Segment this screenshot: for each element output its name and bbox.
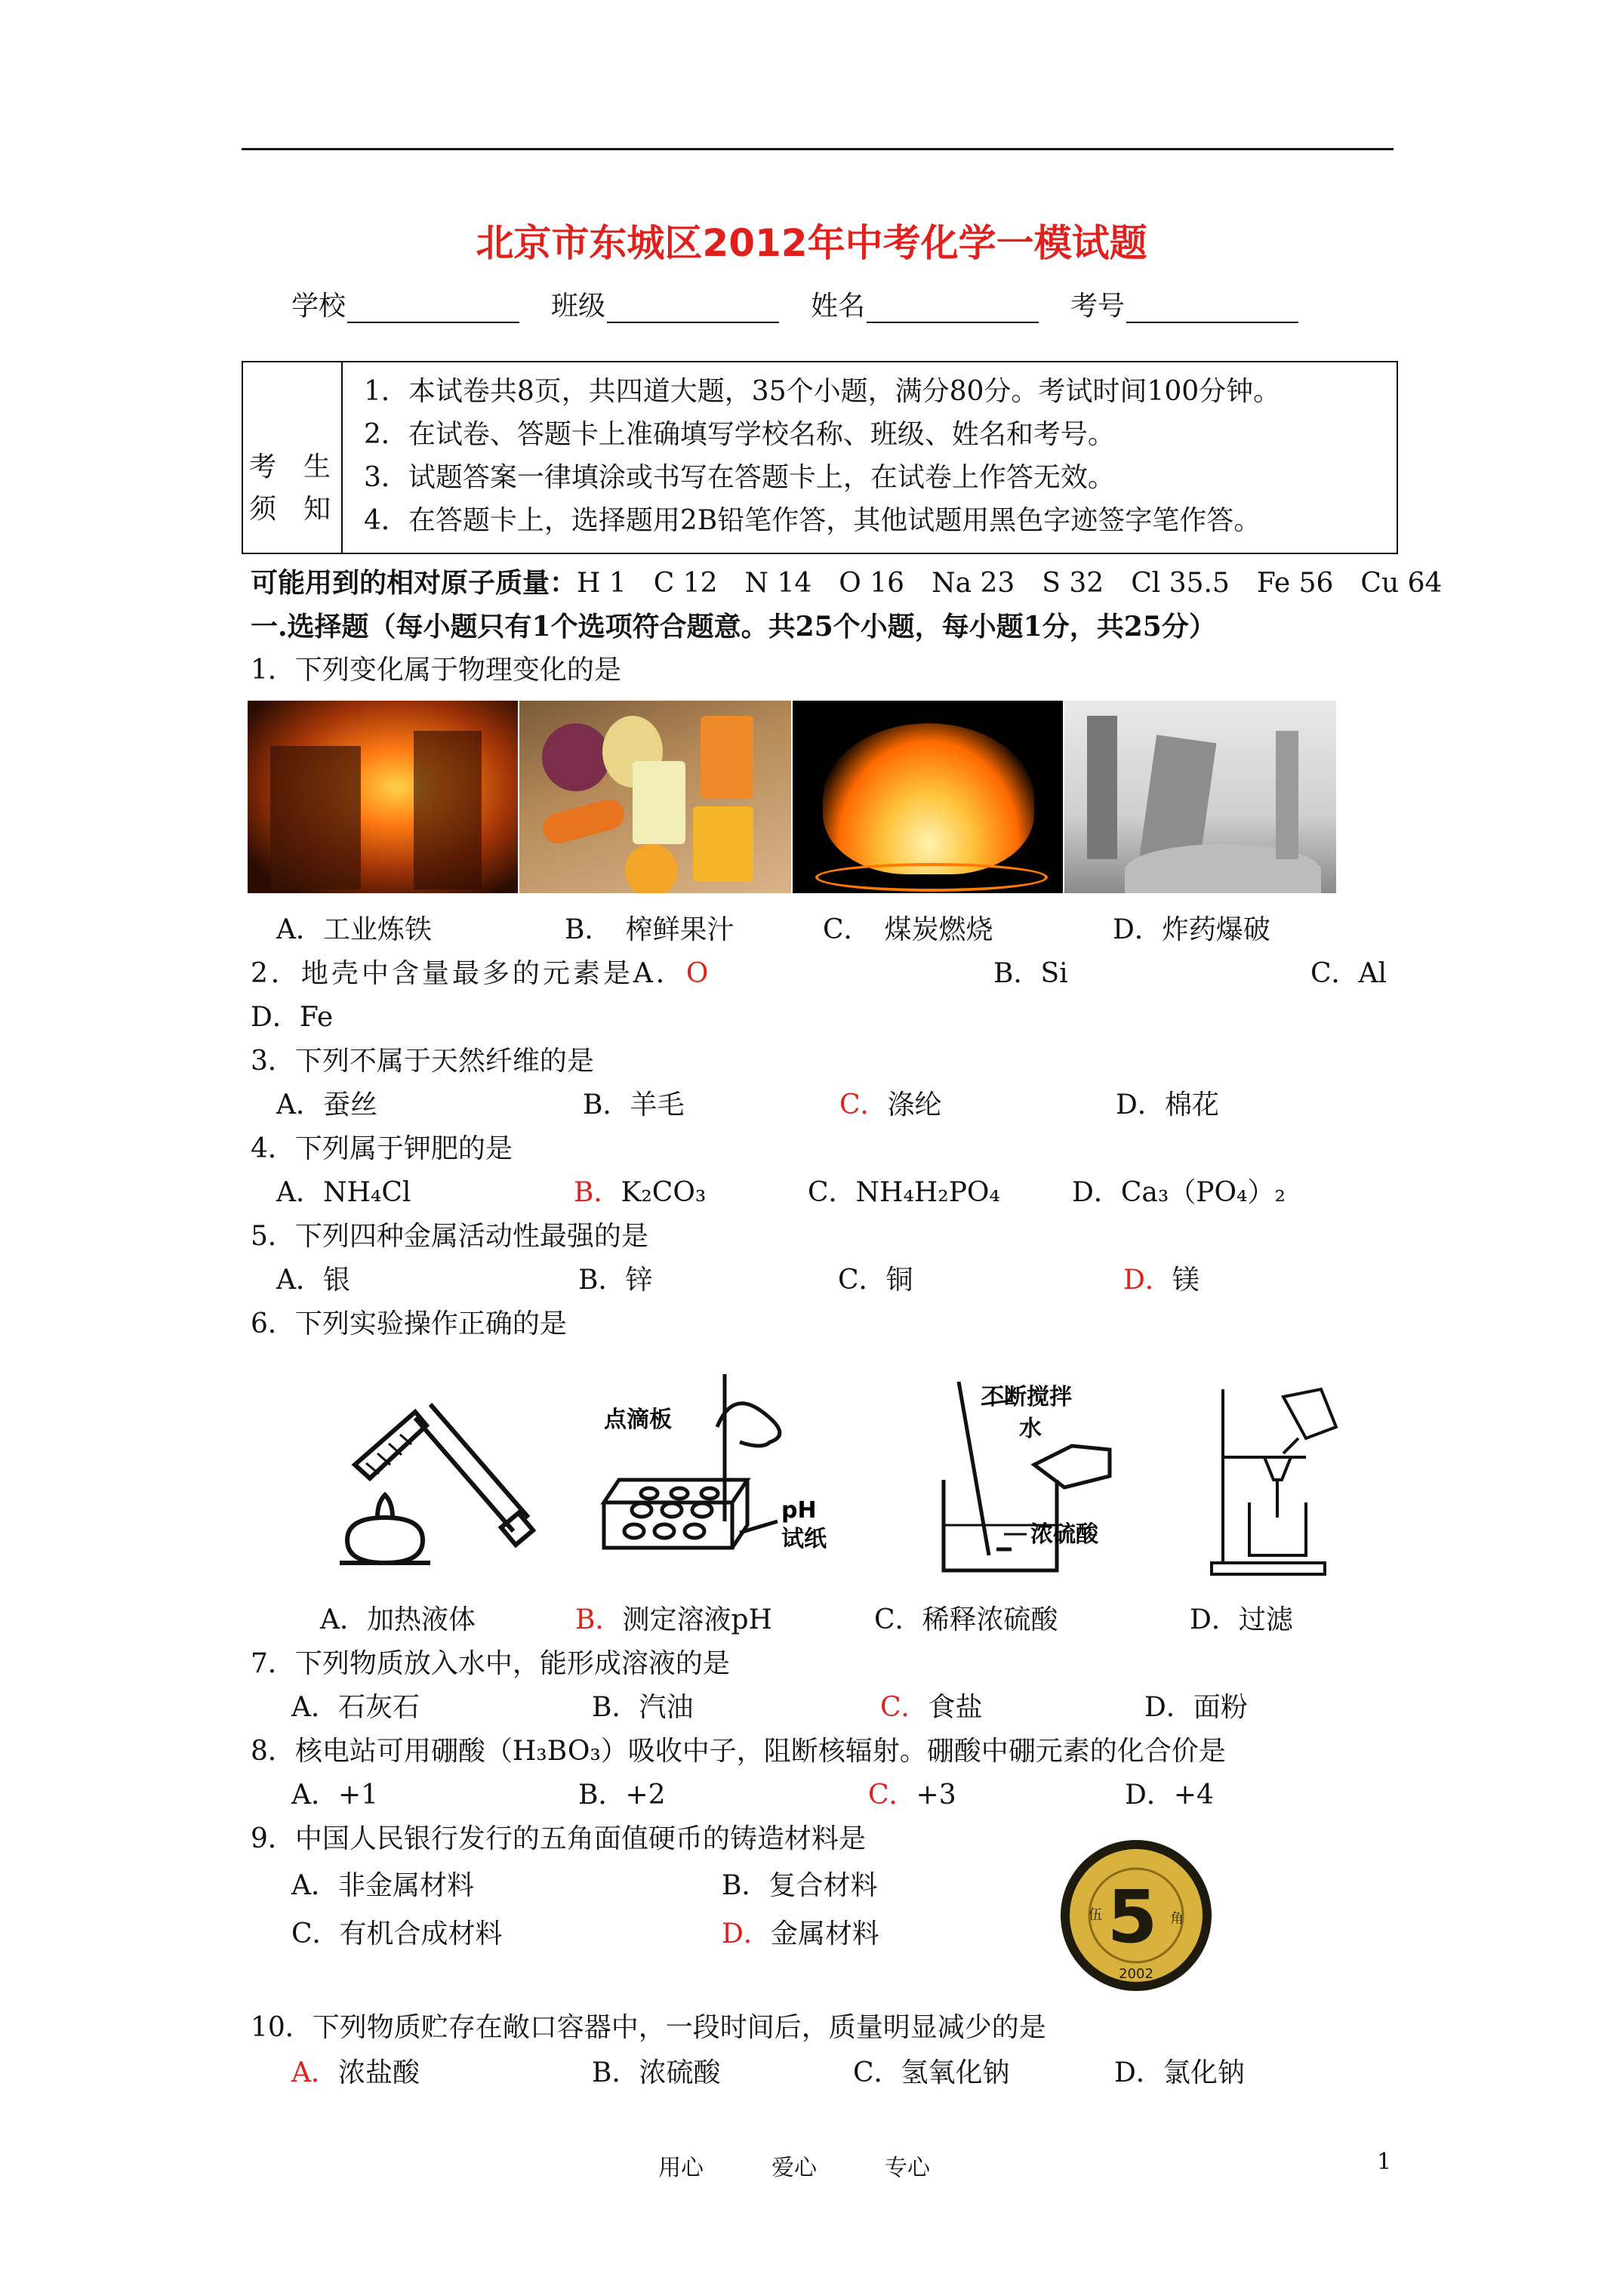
q8-option-c: C．+3 — [868, 1780, 956, 1811]
q10-option-d: D．氯化钠 — [1114, 2057, 1245, 2088]
question-10-stem: 10．下列物质贮存在敞口容器中，一段时间后，质量明显减少的是 — [251, 2012, 1046, 2043]
notice-item: 3．试题答案一律填涂或书写在答题卡上，在试卷上作答无效。 — [364, 462, 1115, 493]
question-3-stem: 3．下列不属于天然纤维的是 — [251, 1046, 594, 1077]
q1-option-b: B． 榨鲜果汁 — [565, 914, 735, 945]
label-water: 水 — [1019, 1416, 1042, 1442]
q5-option-c: C．铜 — [838, 1265, 913, 1296]
photo-demolition — [1064, 701, 1336, 893]
notice-items — [364, 370, 1280, 542]
q3-option-a: A．蚕丝 — [276, 1089, 377, 1120]
photo-coal-burning — [793, 701, 1063, 893]
notice-item: 4．在答题卡上，选择题用2B铅笔作答，其他试题用黑色字迹签字笔作答。 — [364, 505, 1261, 536]
field-number: 考号 — [1070, 290, 1298, 323]
label-conc-acid: 浓硫酸 — [1030, 1521, 1098, 1548]
q1-option-a: A．工业炼铁 — [276, 914, 432, 945]
q9-option-c: C．有机合成材料 — [291, 1918, 503, 1949]
q3-option-b: B．羊毛 — [583, 1089, 685, 1120]
q6-option-b: B．测定溶液pH — [575, 1604, 772, 1635]
coin-unit-1: 伍 — [1089, 1907, 1102, 1923]
q1-option-c: C． 煤炭燃烧 — [823, 914, 993, 945]
label-stir: 不断搅拌 — [981, 1384, 1072, 1410]
question-2-stem: 2．地壳中含量最多的元素是A．O — [251, 958, 712, 989]
q7-option-d: D．面粉 — [1144, 1692, 1248, 1723]
question-6-stem: 6．下列实验操作正确的是 — [251, 1308, 567, 1339]
q4-option-c: C．NH₄H₂PO₄ — [808, 1177, 1000, 1208]
field-school: 学校 — [291, 290, 519, 323]
page-number: 1 — [1377, 2149, 1392, 2175]
q9-option-b: B．复合材料 — [722, 1870, 878, 1901]
q5-option-a: A．银 — [276, 1265, 350, 1296]
q6-option-d: D．过滤 — [1190, 1604, 1293, 1635]
q2-option-d: D．Fe — [251, 1002, 334, 1033]
q8-option-d: D．+4 — [1125, 1780, 1214, 1811]
q4-option-d: D．Ca₃（PO₄）₂ — [1072, 1177, 1286, 1208]
label-ph: pH — [781, 1497, 817, 1524]
q8-option-b: B．+2 — [578, 1780, 666, 1811]
page-title: 北京市东城区2012年中考化学一模试题 — [476, 221, 1147, 265]
q9-option-d: D．金属材料 — [722, 1918, 879, 1949]
q8-option-a: A．+1 — [291, 1780, 379, 1811]
q5-option-d: D．镁 — [1123, 1265, 1200, 1296]
q1-option-d: D．炸药爆破 — [1113, 914, 1270, 945]
q4-option-a: A．NH₄Cl — [276, 1177, 411, 1208]
q4-option-b: B．K₂CO₃ — [574, 1177, 707, 1208]
atomic-masses: 可能用到的相对原子质量：H 1 C 12 N 14 O 16 Na 23 S 32 Cl 35.5 Fe 56 Cu 64 — [251, 567, 1443, 599]
q9-option-a: A．非金属材料 — [291, 1870, 474, 1901]
photo-fruit-juice — [519, 701, 791, 893]
question-7-stem: 7．下列物质放入水中，能形成溶液的是 — [251, 1648, 730, 1679]
q2-option-c: C．Al — [1310, 958, 1387, 989]
exam-notice-box — [242, 361, 1398, 554]
notice-label-2: 须 知 — [249, 494, 331, 525]
question-4-stem: 4．下列属于钾肥的是 — [251, 1133, 513, 1164]
q10-option-c: C．氢氧化钠 — [853, 2057, 1010, 2088]
coin-unit-2: 角 — [1170, 1911, 1184, 1927]
notice-item: 1．本试卷共8页，共四道大题，35个小题，满分80分。考试时间100分钟。 — [364, 376, 1281, 407]
photo-iron-smelting — [248, 701, 518, 893]
q2-option-b: B．Si — [993, 958, 1068, 989]
label-test-paper: 试纸 — [781, 1526, 827, 1552]
q5-option-b: B．锌 — [578, 1265, 653, 1296]
fig-heating-liquid — [332, 1382, 544, 1578]
q6-option-a: A．加热液体 — [320, 1604, 476, 1635]
q7-option-c: C．食盐 — [880, 1692, 983, 1723]
section-heading: 一.选择题（每小题只有1个选项符合题意。共25个小题，每小题1分，共25分） — [251, 611, 1216, 643]
q7-option-b: B．汽油 — [592, 1692, 694, 1723]
fig-measure-ph — [589, 1359, 830, 1578]
coin-year: 2002 — [1119, 1966, 1153, 1982]
q6-option-c: C．稀释浓硫酸 — [874, 1604, 1058, 1635]
q7-option-a: A．石灰石 — [291, 1692, 420, 1723]
coin-five-jiao — [1057, 1836, 1215, 1995]
footer-motto: 用心 爱心 专心 — [658, 2155, 930, 2181]
notice-label-1: 考 生 — [249, 451, 331, 482]
q10-option-a: A．浓盐酸 — [291, 2057, 420, 2088]
q3-option-d: D．棉花 — [1116, 1089, 1219, 1120]
label-dropping-plate: 点滴板 — [604, 1407, 672, 1433]
field-class: 班级 — [551, 290, 779, 323]
question-5-stem: 5．下列四种金属活动性最强的是 — [251, 1221, 648, 1252]
question-1-stem: 1．下列变化属于物理变化的是 — [251, 655, 621, 686]
notice-item: 2．在试卷、答题卡上准确填写学校名称、班级、姓名和考号。 — [364, 419, 1115, 450]
q3-option-c: C．涤纶 — [839, 1089, 942, 1120]
q10-option-b: B．浓硫酸 — [592, 2057, 721, 2088]
coin-number: 5 — [1107, 1875, 1158, 1959]
question-8-stem: 8．核电站可用硼酸（H₃BO₃）吸收中子，阻断核辐射。硼酸中硼元素的化合价是 — [251, 1736, 1226, 1767]
question-9-stem: 9．中国人民银行发行的五角面值硬币的铸造材料是 — [251, 1823, 866, 1854]
fig-dilute-sulfuric-acid — [921, 1374, 1147, 1578]
field-name: 姓名 — [811, 290, 1039, 323]
top-rule — [242, 148, 1394, 150]
fig-filtration — [1208, 1374, 1351, 1578]
